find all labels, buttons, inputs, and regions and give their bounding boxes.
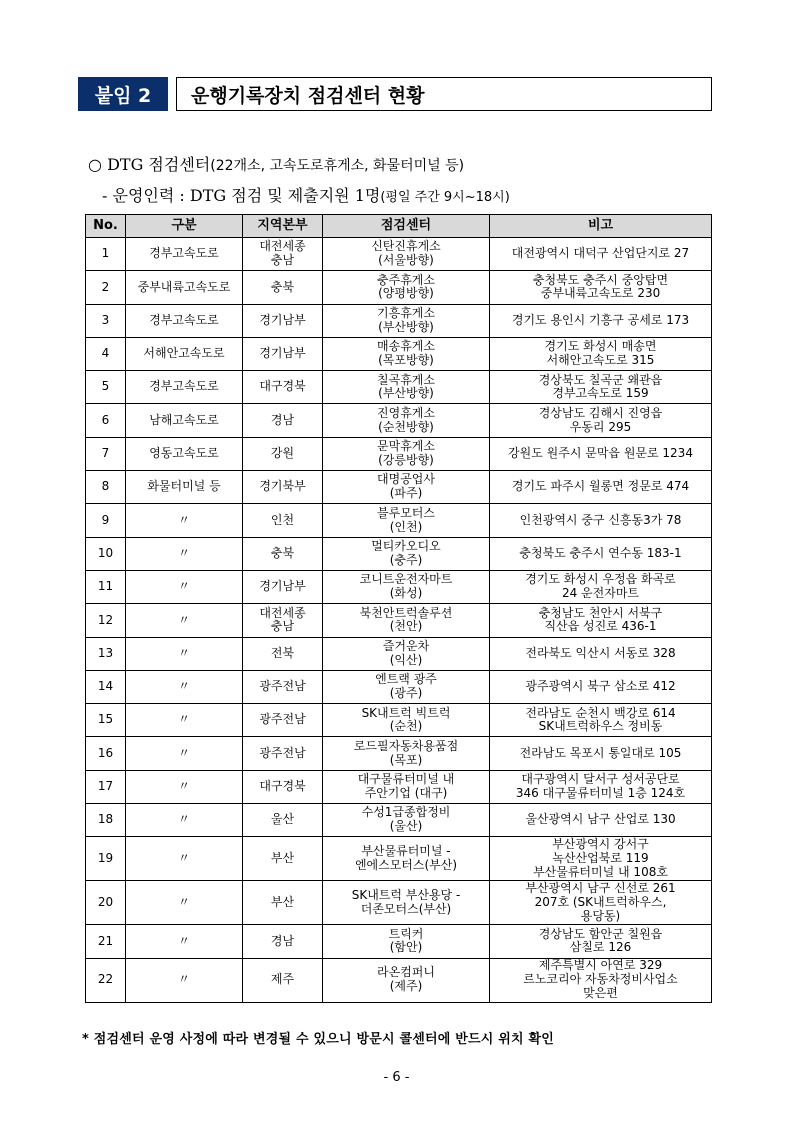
cell-type: 〃 bbox=[126, 958, 243, 1002]
cell-note: 충청북도 충주시 중앙탑면 중부내륙고속도로 230 bbox=[490, 271, 712, 304]
cell-no: 18 bbox=[86, 804, 126, 837]
cell-no: 2 bbox=[86, 271, 126, 304]
cell-type: 〃 bbox=[126, 770, 243, 803]
cell-note: 충청북도 충주시 연수동 183-1 bbox=[490, 537, 712, 570]
bullet-centers bbox=[88, 152, 464, 175]
cell-note: 전라북도 익산시 서동로 328 bbox=[490, 637, 712, 670]
cell-no: 22 bbox=[86, 958, 126, 1002]
cell-center: 블루모터스 (인천) bbox=[323, 504, 490, 537]
table-row bbox=[86, 570, 712, 603]
table-row bbox=[86, 271, 712, 304]
cell-center: 대구물류터미널 내 주안기업 (대구) bbox=[323, 770, 490, 803]
inspection-center-table bbox=[85, 214, 712, 1003]
bullet-staff-detail: (평일 주간 9시~18시) bbox=[380, 190, 510, 205]
cell-type: 〃 bbox=[126, 637, 243, 670]
cell-no: 14 bbox=[86, 670, 126, 703]
cell-region: 광주전남 bbox=[243, 670, 323, 703]
cell-no: 10 bbox=[86, 537, 126, 570]
cell-type: 〃 bbox=[126, 837, 243, 881]
cell-type: 〃 bbox=[126, 881, 243, 925]
cell-center: 신탄진휴게소 (서울방향) bbox=[323, 238, 490, 271]
cell-note: 광주광역시 북구 삼소로 412 bbox=[490, 670, 712, 703]
bullet-marker: ○ bbox=[88, 155, 102, 174]
attachment-tag: 붙임 2 bbox=[78, 77, 168, 111]
cell-region: 울산 bbox=[243, 804, 323, 837]
cell-no: 3 bbox=[86, 304, 126, 337]
cell-note: 대전광역시 대덕구 산업단지로 27 bbox=[490, 238, 712, 271]
column-header-center: 점검센터 bbox=[323, 215, 490, 238]
cell-no: 12 bbox=[86, 604, 126, 637]
table-row bbox=[86, 238, 712, 271]
table-row bbox=[86, 537, 712, 570]
section-header bbox=[78, 77, 712, 111]
table-row bbox=[86, 304, 712, 337]
cell-no: 20 bbox=[86, 881, 126, 925]
cell-center: 수성1급종합정비 (울산) bbox=[323, 804, 490, 837]
cell-type: 〃 bbox=[126, 670, 243, 703]
bullet-staff bbox=[102, 183, 510, 206]
table-row bbox=[86, 637, 712, 670]
cell-region: 경기남부 bbox=[243, 304, 323, 337]
table-row bbox=[86, 471, 712, 504]
cell-region: 강원 bbox=[243, 437, 323, 470]
cell-center: 부산물류터미널 - 엔에스모터스(부산) bbox=[323, 837, 490, 881]
cell-no: 16 bbox=[86, 737, 126, 770]
table-row bbox=[86, 404, 712, 437]
cell-type: 남해고속도로 bbox=[126, 404, 243, 437]
cell-type: 서해안고속도로 bbox=[126, 337, 243, 370]
cell-no: 5 bbox=[86, 371, 126, 404]
column-header-region: 지역본부 bbox=[243, 215, 323, 238]
cell-no: 21 bbox=[86, 925, 126, 958]
cell-center: 멀티카오디오 (충주) bbox=[323, 537, 490, 570]
cell-note: 전라남도 목포시 통일대로 105 bbox=[490, 737, 712, 770]
cell-region: 광주전남 bbox=[243, 737, 323, 770]
cell-center: 엔트랙 광주 (광주) bbox=[323, 670, 490, 703]
cell-region: 광주전남 bbox=[243, 704, 323, 737]
bullet-centers-detail: (22개소, 고속도로휴게소, 화물터미널 등) bbox=[210, 158, 465, 174]
bullet-centers-main: DTG 점검센터 bbox=[107, 155, 211, 174]
cell-no: 9 bbox=[86, 504, 126, 537]
cell-note: 경기도 용인시 기흥구 공세로 173 bbox=[490, 304, 712, 337]
cell-type: 경부고속도로 bbox=[126, 304, 243, 337]
cell-note: 부산광역시 남구 신선로 261 207호 (SK내트럭하우스, 용당동) bbox=[490, 881, 712, 925]
column-header-no: No. bbox=[86, 215, 126, 238]
cell-region: 대구경북 bbox=[243, 770, 323, 803]
cell-type: 〃 bbox=[126, 537, 243, 570]
table-row bbox=[86, 770, 712, 803]
cell-region: 충북 bbox=[243, 537, 323, 570]
cell-no: 6 bbox=[86, 404, 126, 437]
table-row bbox=[86, 670, 712, 703]
column-header-note: 비고 bbox=[490, 215, 712, 238]
cell-center: SK내트럭 부산용당 - 더존모터스(부산) bbox=[323, 881, 490, 925]
cell-type: 경부고속도로 bbox=[126, 371, 243, 404]
table-row bbox=[86, 704, 712, 737]
cell-no: 8 bbox=[86, 471, 126, 504]
cell-no: 19 bbox=[86, 837, 126, 881]
cell-center: 문막휴게소 (강릉방향) bbox=[323, 437, 490, 470]
bullet-staff-main: - 운영인력 : DTG 점검 및 제출지원 1명 bbox=[102, 186, 381, 205]
cell-no: 15 bbox=[86, 704, 126, 737]
cell-region: 경남 bbox=[243, 925, 323, 958]
cell-center: 칠곡휴게소 (부산방향) bbox=[323, 371, 490, 404]
table-row bbox=[86, 837, 712, 881]
cell-center: 매송휴게소 (목포방향) bbox=[323, 337, 490, 370]
page-number: - 6 - bbox=[383, 1070, 410, 1085]
cell-region: 인천 bbox=[243, 504, 323, 537]
cell-type: 화물터미널 등 bbox=[126, 471, 243, 504]
cell-no: 17 bbox=[86, 770, 126, 803]
cell-region: 경기남부 bbox=[243, 570, 323, 603]
table-row bbox=[86, 604, 712, 637]
cell-center: 진영휴게소 (순천방향) bbox=[323, 404, 490, 437]
cell-center: 충주휴게소 (양평방향) bbox=[323, 271, 490, 304]
cell-center: 즐거운차 (익산) bbox=[323, 637, 490, 670]
cell-note: 경기도 화성시 매송면 서해안고속도로 315 bbox=[490, 337, 712, 370]
cell-region: 대전세종 충남 bbox=[243, 604, 323, 637]
cell-region: 전북 bbox=[243, 637, 323, 670]
cell-no: 7 bbox=[86, 437, 126, 470]
cell-note: 울산광역시 남구 산업로 130 bbox=[490, 804, 712, 837]
table-row bbox=[86, 958, 712, 1002]
cell-center: SK내트럭 빅트럭 (순천) bbox=[323, 704, 490, 737]
table-row bbox=[86, 337, 712, 370]
table-row bbox=[86, 504, 712, 537]
cell-no: 4 bbox=[86, 337, 126, 370]
cell-note: 경기도 화성시 우정읍 화곡로 24 운전자마트 bbox=[490, 570, 712, 603]
cell-region: 부산 bbox=[243, 837, 323, 881]
cell-region: 부산 bbox=[243, 881, 323, 925]
footnote: * 점검센터 운영 사정에 따라 변경될 수 있으니 방문시 콜센터에 반드시 위치 확인 bbox=[82, 1032, 554, 1047]
cell-type: 〃 bbox=[126, 925, 243, 958]
cell-region: 경기남부 bbox=[243, 337, 323, 370]
cell-no: 1 bbox=[86, 238, 126, 271]
cell-region: 경기북부 bbox=[243, 471, 323, 504]
cell-note: 경상남도 함안군 칠원읍 삼칠로 126 bbox=[490, 925, 712, 958]
section-title: 운행기록장치 점검센터 현황 bbox=[176, 77, 712, 111]
table-row bbox=[86, 881, 712, 925]
cell-note: 인천광역시 중구 신흥동3가 78 bbox=[490, 504, 712, 537]
cell-note: 부산광역시 강서구 녹산산업북로 119 부산물류터미널 내 108호 bbox=[490, 837, 712, 881]
cell-region: 대구경북 bbox=[243, 371, 323, 404]
cell-center: 로드필자동차용품점 (목포) bbox=[323, 737, 490, 770]
cell-type: 〃 bbox=[126, 504, 243, 537]
table-row bbox=[86, 371, 712, 404]
cell-type: 〃 bbox=[126, 570, 243, 603]
cell-center: 트릭커 (함안) bbox=[323, 925, 490, 958]
cell-no: 11 bbox=[86, 570, 126, 603]
cell-center: 라온컴퍼니 (제주) bbox=[323, 958, 490, 1002]
cell-note: 대구광역시 달서구 성서공단로 346 대구물류터미널 1층 124호 bbox=[490, 770, 712, 803]
cell-note: 강원도 원주시 문막읍 원문로 1234 bbox=[490, 437, 712, 470]
cell-center: 코니트운전자마트 (화성) bbox=[323, 570, 490, 603]
table-row bbox=[86, 437, 712, 470]
cell-note: 제주특별시 아연로 329 르노코리아 자동차정비사업소 맞은편 bbox=[490, 958, 712, 1002]
cell-region: 대전세종 충남 bbox=[243, 238, 323, 271]
cell-center: 북천안트럭솔루션 (천안) bbox=[323, 604, 490, 637]
cell-center: 기흥휴게소 (부산방향) bbox=[323, 304, 490, 337]
table-row bbox=[86, 925, 712, 958]
cell-region: 제주 bbox=[243, 958, 323, 1002]
table-header-row bbox=[86, 215, 712, 238]
cell-note: 전라남도 순천시 백강로 614 SK내트럭하우스 정비동 bbox=[490, 704, 712, 737]
cell-note: 충청남도 천안시 서북구 직산읍 성진로 436-1 bbox=[490, 604, 712, 637]
cell-type: 〃 bbox=[126, 737, 243, 770]
cell-note: 경상북도 칠곡군 왜관읍 경부고속도로 159 bbox=[490, 371, 712, 404]
table-row bbox=[86, 804, 712, 837]
cell-no: 13 bbox=[86, 637, 126, 670]
cell-type: 〃 bbox=[126, 704, 243, 737]
cell-type: 〃 bbox=[126, 604, 243, 637]
cell-type: 중부내륙고속도로 bbox=[126, 271, 243, 304]
column-header-type: 구분 bbox=[126, 215, 243, 238]
cell-type: 경부고속도로 bbox=[126, 238, 243, 271]
cell-center: 대명공업사 (파주) bbox=[323, 471, 490, 504]
cell-region: 충북 bbox=[243, 271, 323, 304]
cell-note: 경상남도 김해시 진영읍 우동리 295 bbox=[490, 404, 712, 437]
cell-region: 경남 bbox=[243, 404, 323, 437]
cell-type: 영동고속도로 bbox=[126, 437, 243, 470]
cell-note: 경기도 파주시 월롱면 정문로 474 bbox=[490, 471, 712, 504]
table-row bbox=[86, 737, 712, 770]
cell-type: 〃 bbox=[126, 804, 243, 837]
